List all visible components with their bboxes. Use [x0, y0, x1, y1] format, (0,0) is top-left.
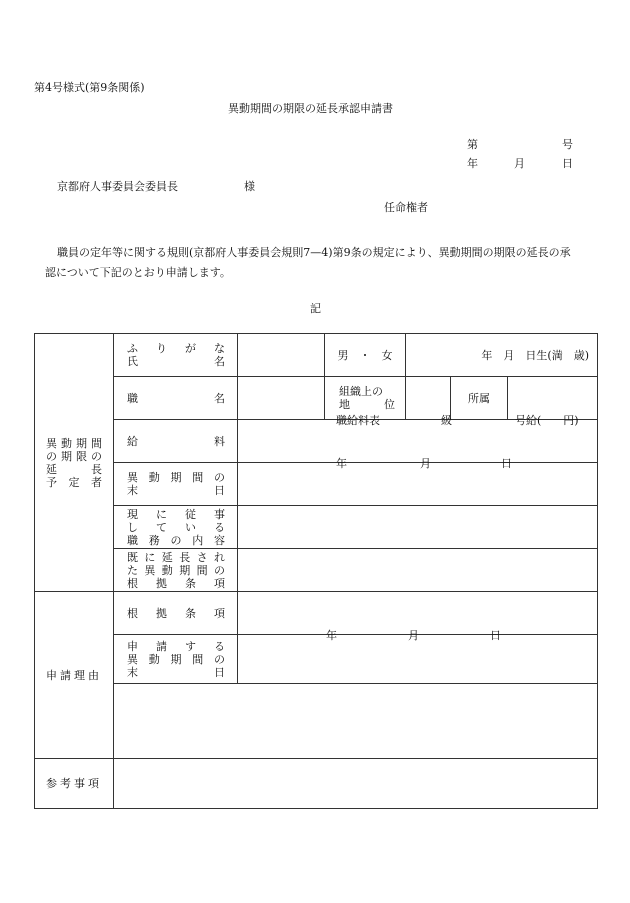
label-job-title: 職名 — [114, 377, 238, 420]
value-extended-basis[interactable] — [238, 549, 598, 592]
addressee-honorific: 様 — [244, 180, 255, 193]
label-current-duties: 現に従事 している 職務の内容 — [114, 506, 238, 549]
date-day: 日 — [562, 157, 573, 170]
label-org-position-1: 組織上の — [339, 385, 383, 398]
document-title: 異動期間の期限の延長承認申請書 — [228, 102, 393, 115]
date-month: 月 — [514, 157, 525, 170]
section-extension-line-1: 異動期間 — [46, 436, 102, 450]
value-birth[interactable] — [406, 334, 598, 377]
salary-step-text: 号給( 円) — [515, 414, 579, 427]
label-period-end: 異動期間の 末日 — [114, 463, 238, 506]
label-extended-basis: 既に延長され た異動期間の 根拠条項 — [114, 549, 238, 592]
application-form-table — [34, 333, 598, 809]
applicant: 任命権者 — [384, 201, 428, 214]
doc-number-suffix: 号 — [562, 138, 573, 151]
value-current-duties[interactable] — [238, 506, 598, 549]
label-furigana-name — [114, 334, 238, 377]
sex-text: 男 ・ 女 — [337, 348, 393, 362]
section-reference: 参考事項 — [35, 759, 114, 809]
request-end-month: 月 — [408, 629, 419, 642]
doc-number-prefix: 第 — [467, 138, 478, 151]
value-name[interactable] — [238, 334, 325, 377]
body-text-line-2: 認について下記のとおり申請します。 — [45, 266, 231, 279]
period-end-month: 月 — [420, 457, 431, 470]
addressee: 京都府人事委員会委員長 — [57, 180, 178, 193]
request-end-day: 日 — [490, 629, 501, 642]
label-department: 所属 — [451, 377, 508, 420]
section-extension-candidate — [35, 334, 114, 592]
value-request-end[interactable] — [238, 629, 598, 684]
request-end-year: 年 — [326, 629, 337, 642]
value-sex[interactable] — [325, 334, 406, 377]
form-number: 第4号様式(第9条関係) — [34, 81, 145, 94]
value-reference[interactable] — [114, 759, 598, 809]
value-reason-text[interactable] — [114, 684, 598, 759]
label-salary: 給料 — [114, 420, 238, 463]
label-name: 氏名 — [127, 355, 225, 368]
label-furigana: ふりがな — [127, 342, 225, 355]
label-basis: 根拠条項 — [114, 592, 238, 635]
period-end-year: 年 — [336, 457, 347, 470]
section-extension-line-4: 予 定 者 — [46, 475, 102, 489]
value-salary[interactable] — [238, 414, 598, 463]
value-period-end[interactable] — [238, 457, 598, 506]
salary-table-text: 職給料表 — [336, 414, 380, 427]
date-year: 年 — [467, 157, 478, 170]
body-text-line-1: 職員の定年等に関する規則(京都府人事委員会規則7—4)第9条の規定により、異動期間の期限の延長の承 — [57, 246, 571, 259]
ki-mark: 記 — [310, 302, 321, 315]
section-extension-line-2: の期限の — [46, 449, 102, 463]
section-extension-line-3: 延 長 — [46, 462, 102, 476]
birth-text: 年 月 日生(満 歳) — [481, 348, 590, 362]
salary-grade-text: 級 — [441, 414, 452, 427]
label-request-end: 申請する 異動期間の 末日 — [114, 635, 238, 684]
value-job-title[interactable] — [238, 377, 325, 420]
section-reason: 申請理由 — [35, 592, 114, 759]
period-end-day: 日 — [501, 457, 512, 470]
label-org-position-2: 地位 — [339, 398, 395, 411]
